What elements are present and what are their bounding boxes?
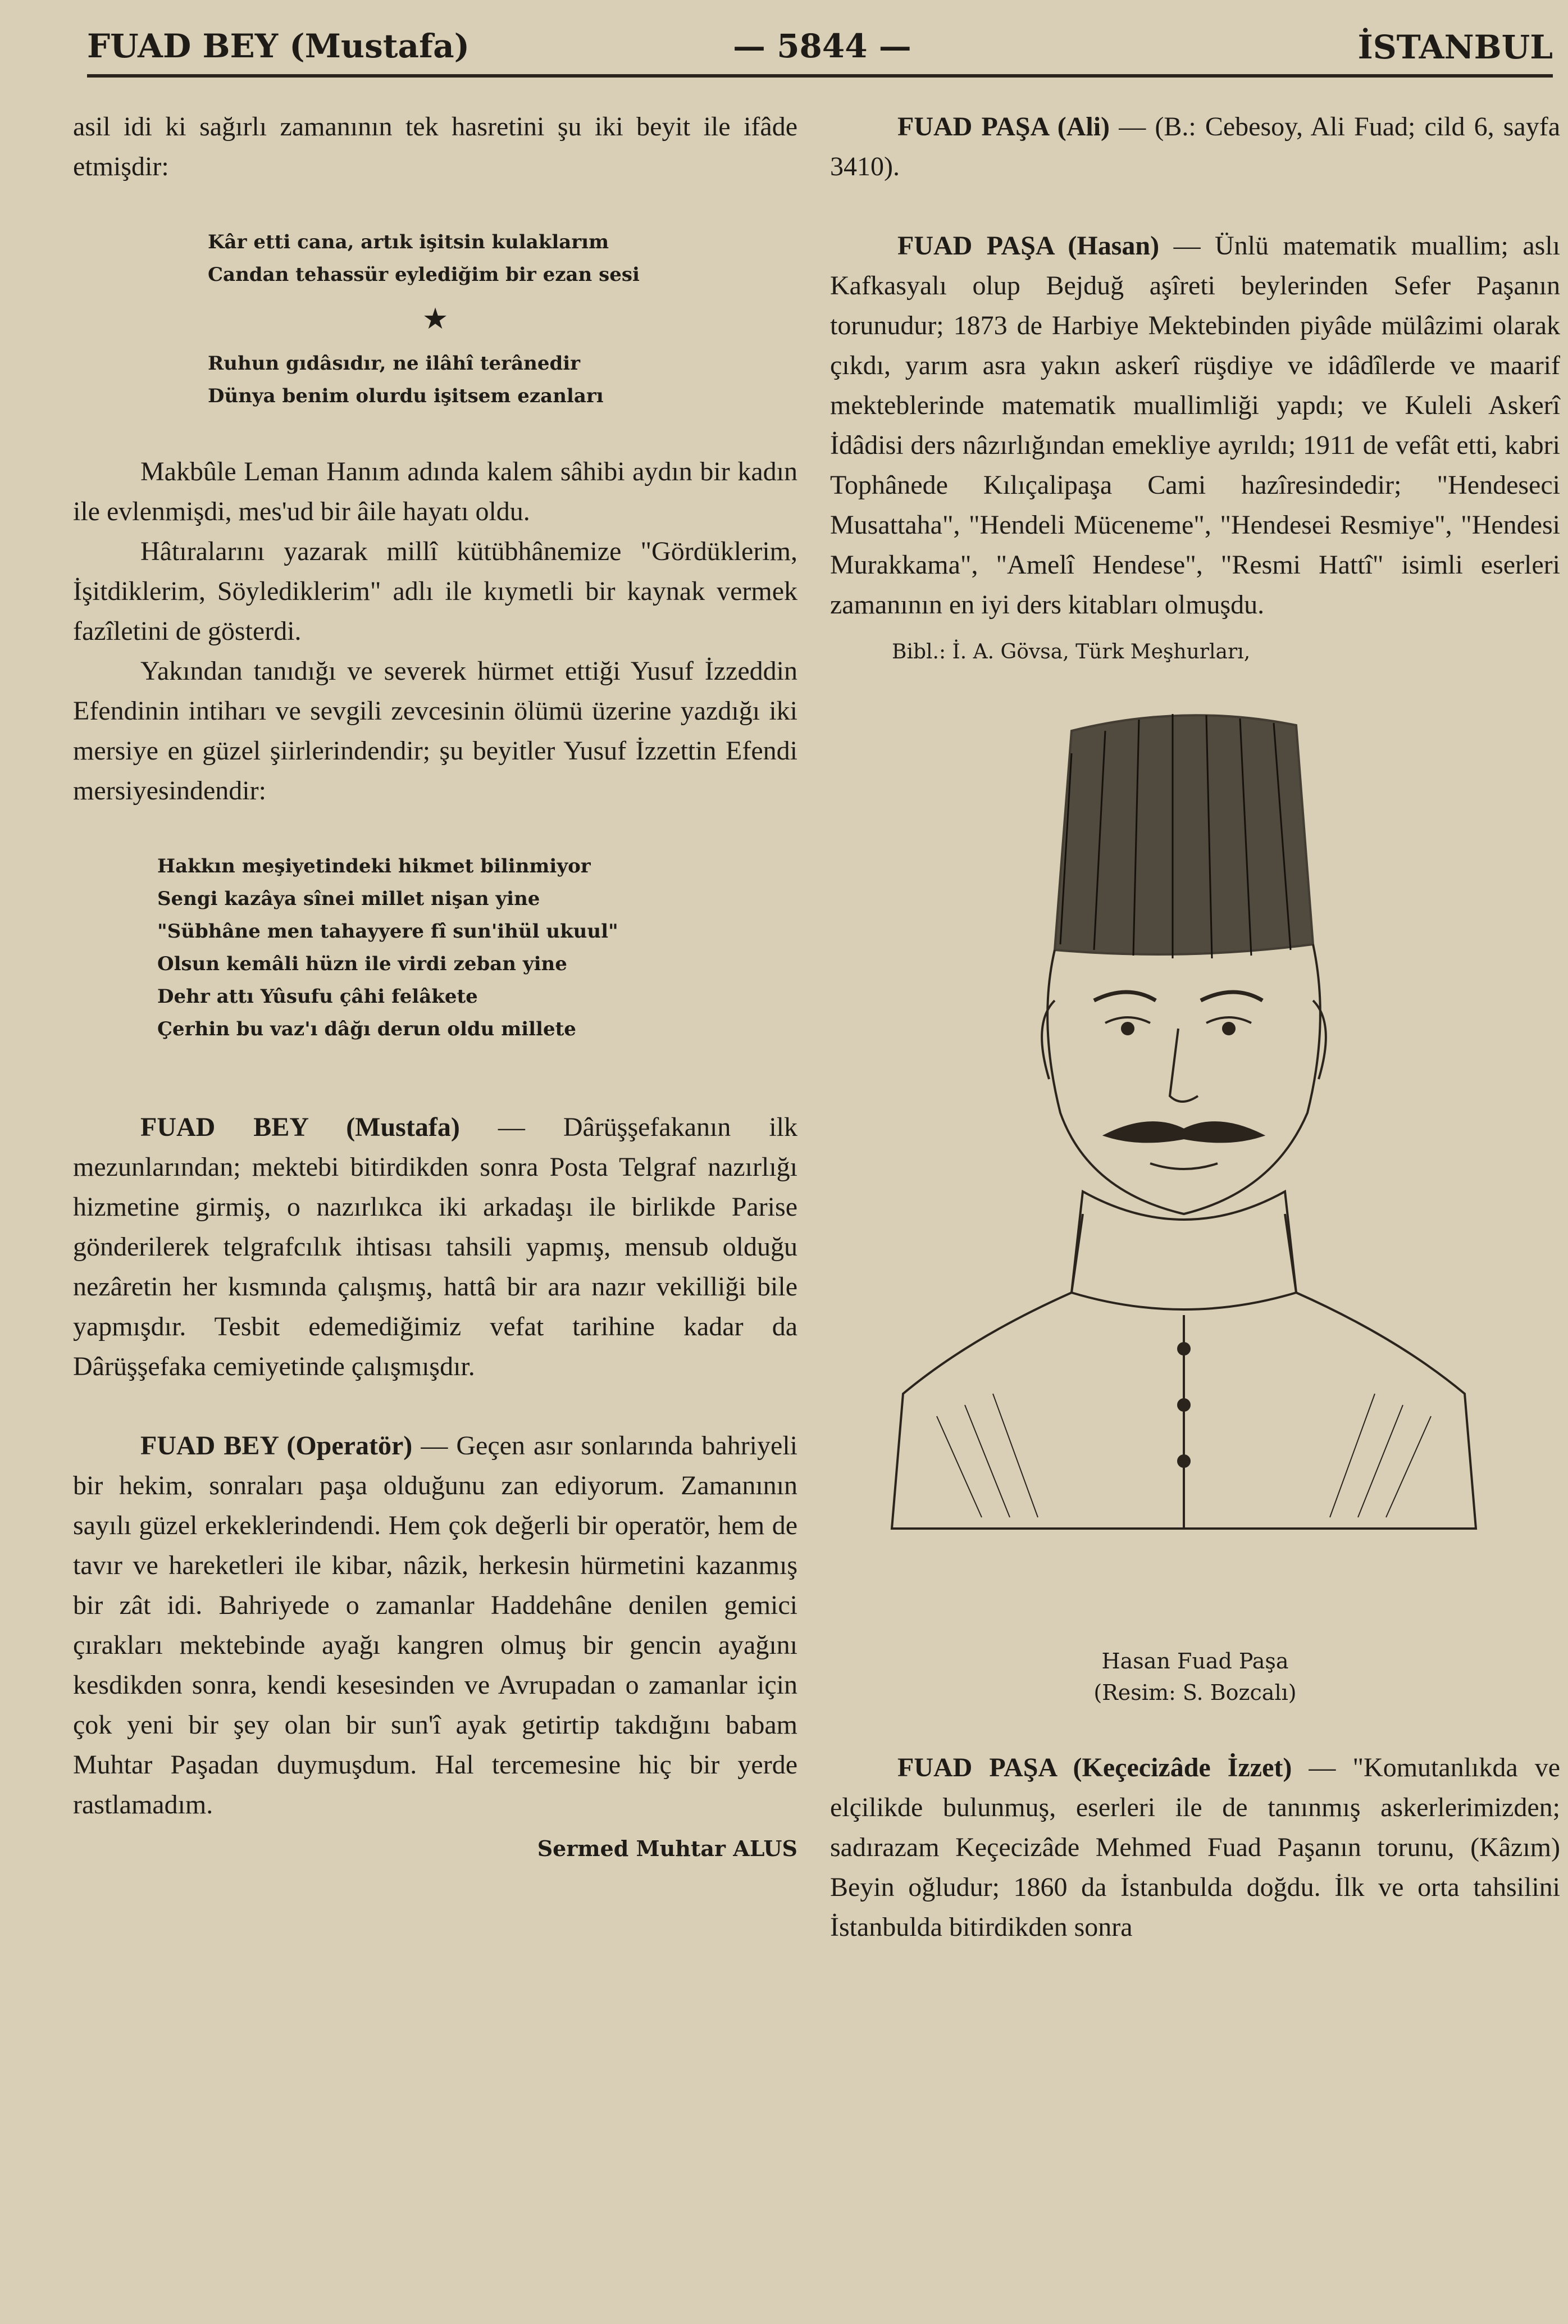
caption-name: Hasan Fuad Paşa	[1101, 1649, 1289, 1673]
author-signature: Sermed Muhtar ALUS	[537, 1836, 797, 1861]
right-column	[830, 107, 1560, 1947]
paragraph-marriage: Makbûle Leman Hanım adında kalem sâhibi aydın bir kadın ile evlenmişdi, mes'ud bir âile hayatı oldu.	[73, 457, 797, 526]
entry-heading: FUAD BEY (Mustafa)	[140, 1112, 460, 1142]
portrait-caption	[830, 1645, 1560, 1708]
entry-heading: FUAD PAŞA (Ali)	[897, 112, 1110, 142]
verse-two	[208, 347, 797, 412]
header-entry-title: FUAD BEY (Mustafa)	[87, 27, 470, 65]
verse-line: Çerhin bu vaz'ı dâğı derun oldu millete	[157, 1018, 576, 1040]
verse-line: Ruhun gıdâsıdır, ne ilâhî terânedir	[208, 352, 581, 375]
entry-text: — "Komutanlıkda ve elçilikde bulunmuş, eserleri ile de tanınmış askerlerimizden; sadırazam Keçecizâde Mehmed Fuad Paşanın torunu, (Kâzım) Beyin oğludur; 1860 da İstanbulda doğdu. İlk ve orta tahsilini İstanbulda bitirdikden sonra	[830, 1753, 1561, 1942]
left-column	[73, 107, 797, 1861]
verse-three	[157, 850, 797, 1045]
bibliography: Bibl.: İ. A. Gövsa, Türk Meşhurları,	[892, 640, 1251, 663]
page-header	[87, 22, 1553, 78]
entry-fuad-bey-mustafa	[73, 1107, 797, 1386]
verse-line: Hakkın meşiyetindeki hikmet bilinmiyor	[157, 855, 591, 877]
verse-line: "Sübhâne men tahayyere fî sun'ihül ukuul"	[157, 920, 618, 943]
caption-credit: (Resim: S. Bozcalı)	[1093, 1680, 1297, 1705]
entry-text: — Dârüşşefakanın ilk mezunlarından; mektebi bitirdikden sonra Posta Telgraf nazırlığı hizmetine girmiş, o nazırlıkca iki arkadaşı ile birlikde Parise gönderilerek telgrafcılık ihtisası tahsili yapmış, mensub olduğu nezâretin her kısmında çalışmış, hattâ bir ara nazır vekilliği bile yapmışdır. Tesbit edemediğimiz vefat tarihine kadar da Dârüşşefaka cemiyetinde çalışmışdır.	[73, 1112, 798, 1381]
entry-fuad-pasa-hasan	[830, 226, 1560, 625]
verse-line: Candan tehassür eylediğim bir ezan sesi	[208, 263, 640, 286]
entry-text: — (B.: Cebesoy, Ali Fuad; cild 6, sayfa 3410).	[830, 112, 1561, 181]
entry-text: — Ünlü matematik muallim; aslı Kafkasyalı olup Bejduğ aşîreti beylerinden Sefer Paşanın torunudur; 1873 de Harbiye Mektebinden piyâde mülâzimi olarak çıkdı, yarım asra yakın askerî rüşdiye ve idâdîlerde ve maarif mekteblerinde matematik muallimliği yapdı; ve Kuleli Askerî İdâdisi ders nâzırlığından emekliye ayrıldı; 1911 de vefât etti, kabri Tophânede Kılıçalipaşa Cami hazîresindedir; "Hendeseci Musattaha", "Hendeli Müceneme", "Hendesei Resmiye", "Hendesi Murakkama", "Amelî Hendese", "Resmi Hattî" isimli eserleri zamanının en iyi ders kitabları olmuşdu.	[830, 231, 1561, 620]
portrait-illustration	[869, 686, 1498, 1630]
verse-line: Kâr etti cana, artık işitsin kulaklarım	[208, 231, 609, 253]
verse-line: Dünya benim olurdu işitsem ezanları	[208, 385, 604, 407]
entry-heading: FUAD PAŞA (Keçecizâde İzzet)	[897, 1753, 1292, 1782]
verse-line: Dehr attı Yûsufu çâhi felâkete	[157, 985, 478, 1008]
entry-fuad-pasa-izzet	[830, 1748, 1560, 1947]
verse-one	[208, 226, 797, 291]
entry-text: — Geçen asır sonlarında bahriyeli bir hekim, sonraları paşa olduğunu zan ediyorum. Zamanının sayılı güzel erkeklerindendi. Hem çok değerli bir operatör, hem de tavır ve hareketleri ile kibar, nâzik, herkesin hürmetini kazanmış bir zât idi. Bahriyede o zamanlar Haddehâne denilen gemici çırakları mektebinde ayağı kangren olmuş bir gencin ayağını kesdikden sonra, kendi kesesinden ve Avrupadan o zamanlar için çok yeni bir şey olan bir sun'î ayak getirtip takdığını babam Muhtar Paşadan duymuşdum. Hal tercemesine hiç bir yerde rastlamadım.	[73, 1431, 797, 1820]
intro-text: asil idi ki sağırlı zamanının tek hasretini şu iki beyit ile ifâde etmişdir:	[73, 112, 797, 181]
entry-heading: FUAD PAŞA (Hasan)	[897, 231, 1160, 261]
header-city: İSTANBUL	[1357, 28, 1553, 66]
paragraph-memoirs: Hâtıralarını yazarak millî kütübhânemize "Gördüklerim, İşitdiklerim, Söylediklerim" adlı ile kıymetli bir kaynak vermek fazîletini de gösterdi.	[73, 536, 797, 646]
entry-fuad-pasa-ali	[830, 107, 1560, 187]
entry-fuad-bey-operator	[73, 1426, 797, 1825]
page-number: — 5844 —	[733, 27, 911, 65]
entry-heading: FUAD BEY (Operatör)	[140, 1431, 413, 1461]
verse-line: Sengi kazâya sînei millet nişan yine	[157, 888, 540, 910]
verse-line: Olsun kemâli hüzn ile virdi zeban yine	[157, 953, 567, 975]
portrait-drawing	[869, 686, 1498, 1630]
star-separator-icon: ★	[422, 302, 449, 336]
paragraph-elegies: Yakından tanıdığı ve severek hürmet ettiği Yusuf İzzeddin Efendinin intiharı ve sevgili zevcesinin ölümü üzerine yazdığı iki mersiye en güzel şiirlerindendir; şu beyitler Yusuf İzzettin Efendi mersiyesindendir:	[73, 656, 797, 806]
